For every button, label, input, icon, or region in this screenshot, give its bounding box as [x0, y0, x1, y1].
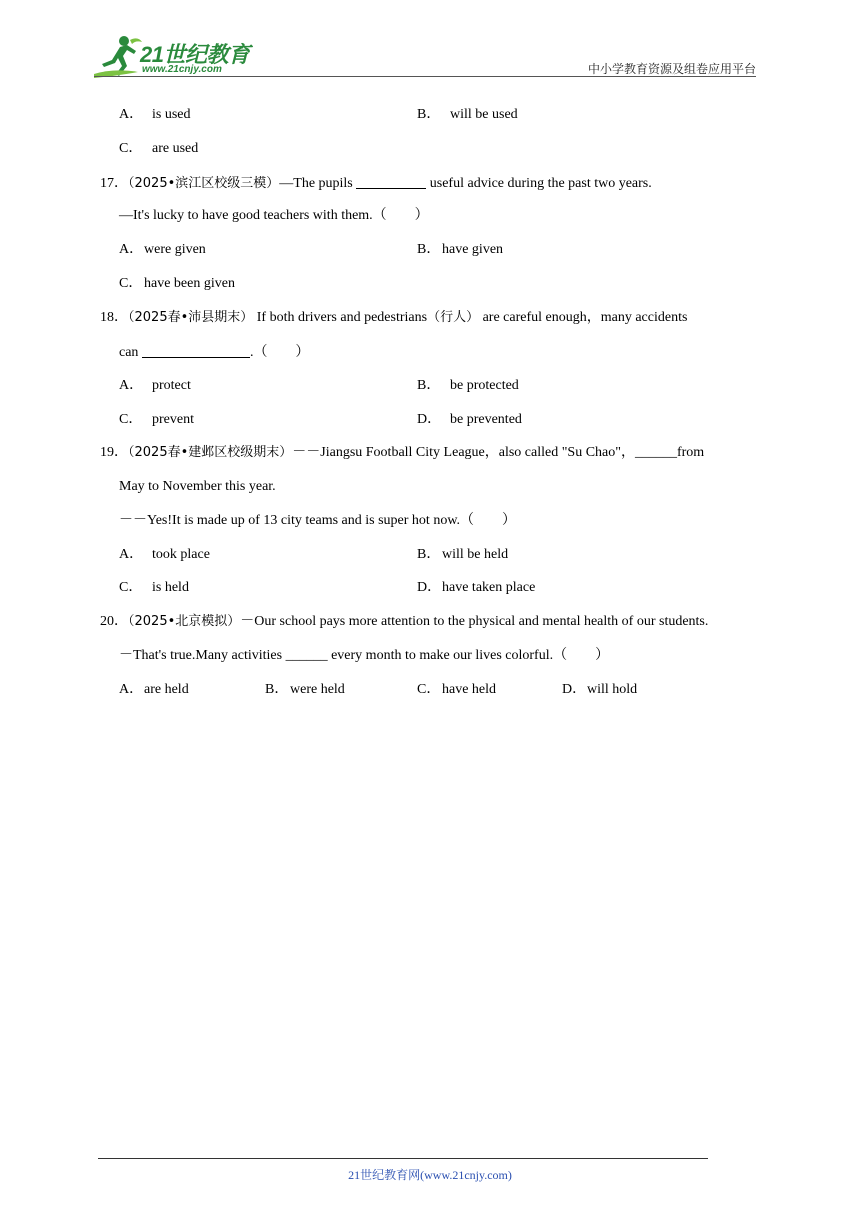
option-letter: B． — [265, 682, 289, 697]
option-letter: D． — [417, 412, 442, 427]
header-divider — [94, 76, 756, 77]
q17-stem-line2: —It's lucky to have good teachers with them.（ ） — [119, 208, 429, 223]
stem-text: .（ ） — [249, 345, 310, 360]
question-source: （2025春•沛县期末） — [128, 310, 254, 325]
q18-option-b[interactable] — [417, 377, 519, 395]
option-letter: A． — [119, 242, 144, 257]
option-text: are used — [152, 141, 199, 156]
option-text: will be used — [450, 107, 518, 122]
option-letter: C． — [119, 141, 143, 156]
option-letter: B． — [417, 547, 441, 562]
page-header — [0, 0, 860, 80]
option-text: prevent — [152, 412, 194, 427]
option-text: is held — [152, 580, 189, 595]
option-letter: D． — [417, 580, 442, 595]
question-number: 18． — [100, 310, 128, 325]
q19-stem-line1 — [100, 444, 704, 462]
footer-divider — [98, 1158, 708, 1159]
q16-option-c[interactable] — [119, 140, 198, 158]
option-letter: B． — [417, 378, 441, 393]
stem-text: －Our school pays more attention to the physical and mental health of our students. — [240, 614, 709, 629]
q17-option-a[interactable] — [119, 241, 206, 259]
option-letter: C． — [119, 276, 143, 291]
q19-stem-line3: －－Yes!It is made up of 13 city teams and is super hot now.（ ） — [119, 513, 517, 528]
question-number: 17． — [100, 176, 128, 191]
option-letter: A． — [119, 682, 144, 697]
q16-option-b[interactable] — [417, 106, 518, 124]
q20-stem-line2: －That's true.Many activities ______ every month to make our lives colorful.（ ） — [119, 648, 610, 663]
stem-text: —The pupils — [279, 176, 357, 191]
stem-text: －－Jiangsu Football City League，also called "Su Chao"，______from — [292, 445, 705, 460]
stem-gloss: （行人） — [427, 310, 480, 325]
question-number: 20． — [100, 614, 128, 629]
q18-option-d[interactable] — [417, 411, 522, 429]
stem-text: are careful enough，many accidents — [479, 310, 688, 325]
q20-option-a[interactable] — [119, 681, 189, 699]
option-text: be prevented — [450, 412, 522, 427]
stem-text: useful advice during the past two years. — [426, 176, 652, 191]
question-source: （2025春•建邺区校级期末） — [128, 445, 293, 460]
q19-option-d[interactable] — [417, 579, 535, 597]
option-text: took place — [152, 547, 210, 562]
stem-text: If both drivers and pedestrians — [253, 310, 428, 325]
q17-option-c[interactable] — [119, 275, 235, 293]
site-logo[interactable] — [94, 34, 264, 78]
q18-option-c[interactable] — [119, 411, 194, 429]
option-letter: A． — [119, 107, 144, 122]
option-letter: B． — [417, 107, 441, 122]
option-letter: A． — [119, 547, 144, 562]
logo-url: www.21cnjy.com — [142, 64, 222, 75]
footer-link[interactable]: 21世纪教育网(www.21cnjy.com) — [348, 1168, 512, 1182]
q20-stem-line1 — [100, 613, 708, 631]
question-source: （2025•滨江区校级三模） — [128, 176, 280, 191]
q17-option-b[interactable] — [417, 241, 503, 259]
q18-option-a[interactable] — [119, 377, 191, 395]
header-platform-name: 中小学教育资源及组卷应用平台 — [587, 62, 756, 76]
q17-stem-line1 — [100, 174, 652, 193]
q19-option-a[interactable] — [119, 546, 210, 564]
q19-option-b[interactable] — [417, 546, 508, 564]
option-letter: A． — [119, 378, 144, 393]
logo-text: 21世纪教育 — [140, 42, 250, 67]
option-letter: C． — [119, 412, 143, 427]
q20-option-c[interactable] — [417, 681, 496, 699]
q20-option-b[interactable] — [265, 681, 345, 699]
option-text: will hold — [587, 682, 638, 697]
option-letter: C． — [417, 682, 441, 697]
question-source: （2025•北京模拟） — [128, 614, 241, 629]
runner-logo-icon — [94, 34, 144, 78]
option-letter: C． — [119, 580, 143, 595]
q19-stem-line2: May to November this year. — [119, 479, 276, 494]
option-text: protect — [152, 378, 191, 393]
option-text: were given — [144, 242, 206, 257]
q20-option-d[interactable] — [562, 681, 637, 699]
option-text: have given — [442, 242, 504, 257]
option-text: will be held — [442, 547, 509, 562]
option-text: be protected — [450, 378, 519, 393]
stem-text: can — [119, 345, 142, 360]
q19-option-c[interactable] — [119, 579, 189, 597]
option-text: have taken place — [442, 580, 536, 595]
q16-option-a[interactable] — [119, 106, 191, 124]
option-text: were held — [290, 682, 345, 697]
option-text: have been given — [144, 276, 235, 291]
option-text: are held — [144, 682, 189, 697]
question-number: 19． — [100, 445, 128, 460]
option-text: is used — [152, 107, 191, 122]
option-text: have held — [442, 682, 497, 697]
answer-blank — [142, 343, 250, 358]
answer-blank — [356, 174, 426, 189]
q18-stem-line1 — [100, 309, 687, 327]
q18-stem-line2 — [119, 343, 309, 362]
option-letter: D． — [562, 682, 587, 697]
option-letter: B． — [417, 242, 441, 257]
